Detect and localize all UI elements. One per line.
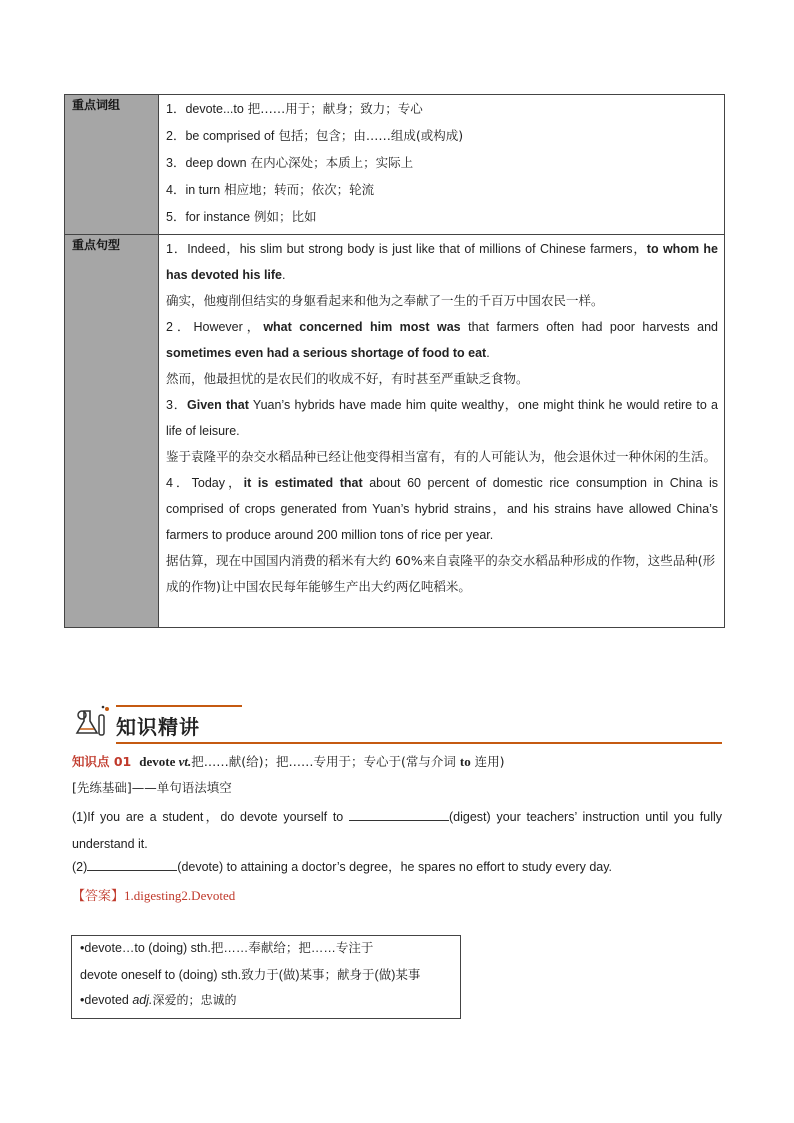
header-deco-line <box>116 705 242 707</box>
question-2: (2) (devote) to attaining a doctor’s degree，he spares no effort to study every day. <box>72 860 613 874</box>
sentence-1-zh: 确实，他瘦削但结实的身躯看起来和他为之奉献了一生的千百万中国农民一样。 <box>166 293 604 308</box>
sentences-content <box>159 235 725 628</box>
note-line-1: •devote…to (doing) sth.把……奉献给；把……专注于 <box>80 941 374 955</box>
sentence-4-zh: 据估算，现在中国国内消费的稻米有大约 60%来自袁隆平的杂交水稻品种形成的作物，这些品种(形成的作物)让中国农民每年能够生产出大约两亿吨稻米。 <box>166 553 716 594</box>
section-title: 知识精讲 <box>116 715 200 739</box>
key-points-table <box>64 94 725 628</box>
phrases-content <box>159 95 725 235</box>
answer-line <box>72 885 235 904</box>
answer-label: 【答案】 <box>72 889 125 904</box>
sentence-1-en: 1．Indeed，his slim but strong body is just like that of millions of Chinese farmers，to whom he has devoted his life. <box>166 242 718 282</box>
knowledge-point: 知识点 01 devote vt.把……献(给)；把……专用于；专心于(常与介词 to 连用) <box>72 754 505 769</box>
note-box <box>71 935 461 1019</box>
header-rule <box>116 742 722 744</box>
question-1: (1)If you are a student，do devote yourself to (digest) your teachers’ instruction until you fully understand it. <box>72 810 723 851</box>
keyword: devote <box>139 754 176 769</box>
part-of-speech: vt. <box>178 754 192 769</box>
phrases-row <box>65 95 725 235</box>
section-header <box>72 703 724 745</box>
list-item: 1．devote...to 把……用于；献身；致力；专心 <box>166 101 423 116</box>
sentence-3-en: 3．Given that Yuan’s hybrids have made him quite wealthy，one might think he would retire to a life of leisure. <box>166 398 719 438</box>
list-item: 4．in turn 相应地；转而；依次；轮流 <box>166 182 375 197</box>
list-item: 3．deep down 在内心深处；本质上；实际上 <box>166 155 414 170</box>
note-line-3: •devoted adj.深爱的；忠诚的 <box>80 993 237 1007</box>
sentence-2-en: 2．However，what concerned him most was that farmers often had poor harvests and sometimes even had a serious shortage of food to eat. <box>166 320 718 360</box>
answer-blank-1[interactable] <box>349 808 449 821</box>
phrases-label: 重点词组 <box>65 95 159 235</box>
sentences-label: 重点句型 <box>65 235 159 628</box>
sentence-4-en: 4．Today，it is estimated that about 60 percent of domestic rice consumption in China is comprised of crops generated from Yuan’s hybrid strains，and his strains have allowed China’s farmers to produce around 200 million tons of rice per year. <box>166 476 719 542</box>
phrase-list <box>166 99 718 234</box>
list-item: 5．for instance 例如；比如 <box>166 209 317 224</box>
answer-value: 1.digesting2.Devoted <box>124 888 236 903</box>
practice-header: [先练基础]——单句语法填空 <box>72 780 232 795</box>
list-item: 2．be comprised of 包括；包含；由……组成(或构成) <box>166 128 464 143</box>
sentences-row <box>65 235 725 628</box>
sentence-3-zh: 鉴于袁隆平的杂交水稻品种已经让他变得相当富有，有的人可能认为，他会退休过一种休闲的生活。 <box>166 449 717 464</box>
answer-blank-2[interactable] <box>87 858 177 871</box>
note-line-2: devote oneself to (doing) sth.致力于(做)某事；献身于(做)某事 <box>80 968 421 982</box>
flask-icon <box>72 703 112 743</box>
knowledge-point-label: 知识点 01 <box>72 754 132 769</box>
sentence-2-zh: 然而，他最担忧的是农民们的收成不好，有时甚至严重缺乏食物。 <box>166 371 529 386</box>
